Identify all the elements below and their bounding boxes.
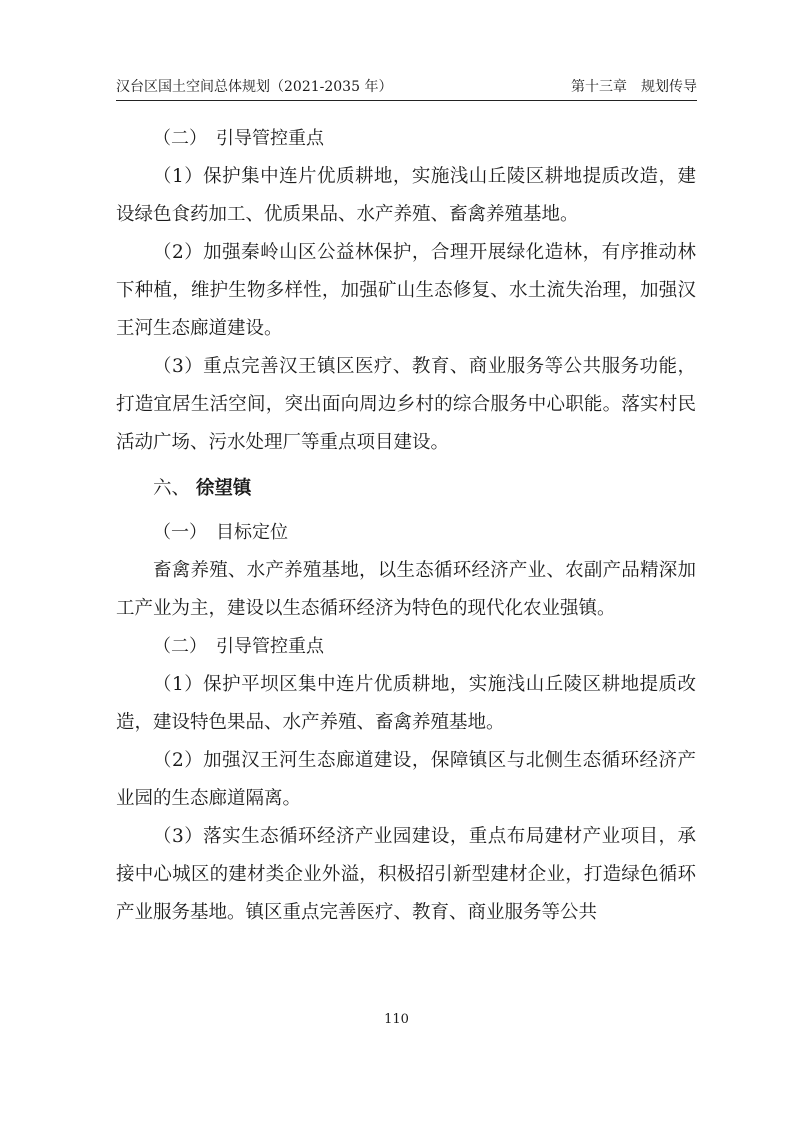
paragraph: （3）重点完善汉王镇区医疗、教育、商业服务等公共服务功能，打造宜居生活空间，突出面向周边乡村的综合服务中心职能。落实村民活动广场、污水处理厂等重点项目建设。 bbox=[116, 356, 696, 453]
paragraph: （3）落实生态循环经济产业园建设，重点布局建材产业项目，承接中心城区的建材类企业外溢，积极招引新型建材企业，打造绿色循环产业服务基地。镇区重点完善医疗、教育、商业服务等公共 bbox=[116, 826, 696, 923]
section-number: 六、 bbox=[153, 478, 191, 499]
subsection-heading: （二） 引导管控重点 bbox=[153, 128, 324, 149]
paragraph: 畜禽养殖、水产养殖基地，以生态循环经济产业、农副产品精深加工产业为主，建设以生态循环经济为特色的现代化农业强镇。 bbox=[116, 560, 696, 619]
page-header bbox=[116, 76, 697, 101]
paragraph: （1）保护平坝区集中连片优质耕地，实施浅山丘陵区耕地提质改造，建设特色果品、水产养殖、畜禽养殖基地。 bbox=[116, 674, 696, 733]
section-heading bbox=[116, 470, 696, 508]
page-number: 110 bbox=[384, 1012, 409, 1027]
paragraph: （2）加强汉王河生态廊道建设，保障镇区与北侧生态循环经济产业园的生态廊道隔离。 bbox=[116, 750, 696, 809]
section-title: 徐望镇 bbox=[195, 478, 252, 499]
paragraph: （1）保护集中连片优质耕地，实施浅山丘陵区耕地提质改造，建设绿色食药加工、优质果品、水产养殖、畜禽养殖基地。 bbox=[116, 166, 696, 225]
paragraph: （2）加强秦岭山区公益林保护，合理开展绿化造林，有序推动林下种植，维护生物多样性，加强矿山生态修复、水土流失治理，加强汉王河生态廊道建设。 bbox=[116, 242, 696, 339]
document-title: 汉台区国土空间总体规划（2021-2035 年） bbox=[116, 79, 393, 95]
chapter-title: 第十三章 规划传导 bbox=[571, 79, 697, 95]
subsection-heading: （二） 引导管控重点 bbox=[153, 636, 324, 657]
subsection-heading: （一） 目标定位 bbox=[153, 522, 288, 543]
page-content bbox=[116, 120, 696, 932]
